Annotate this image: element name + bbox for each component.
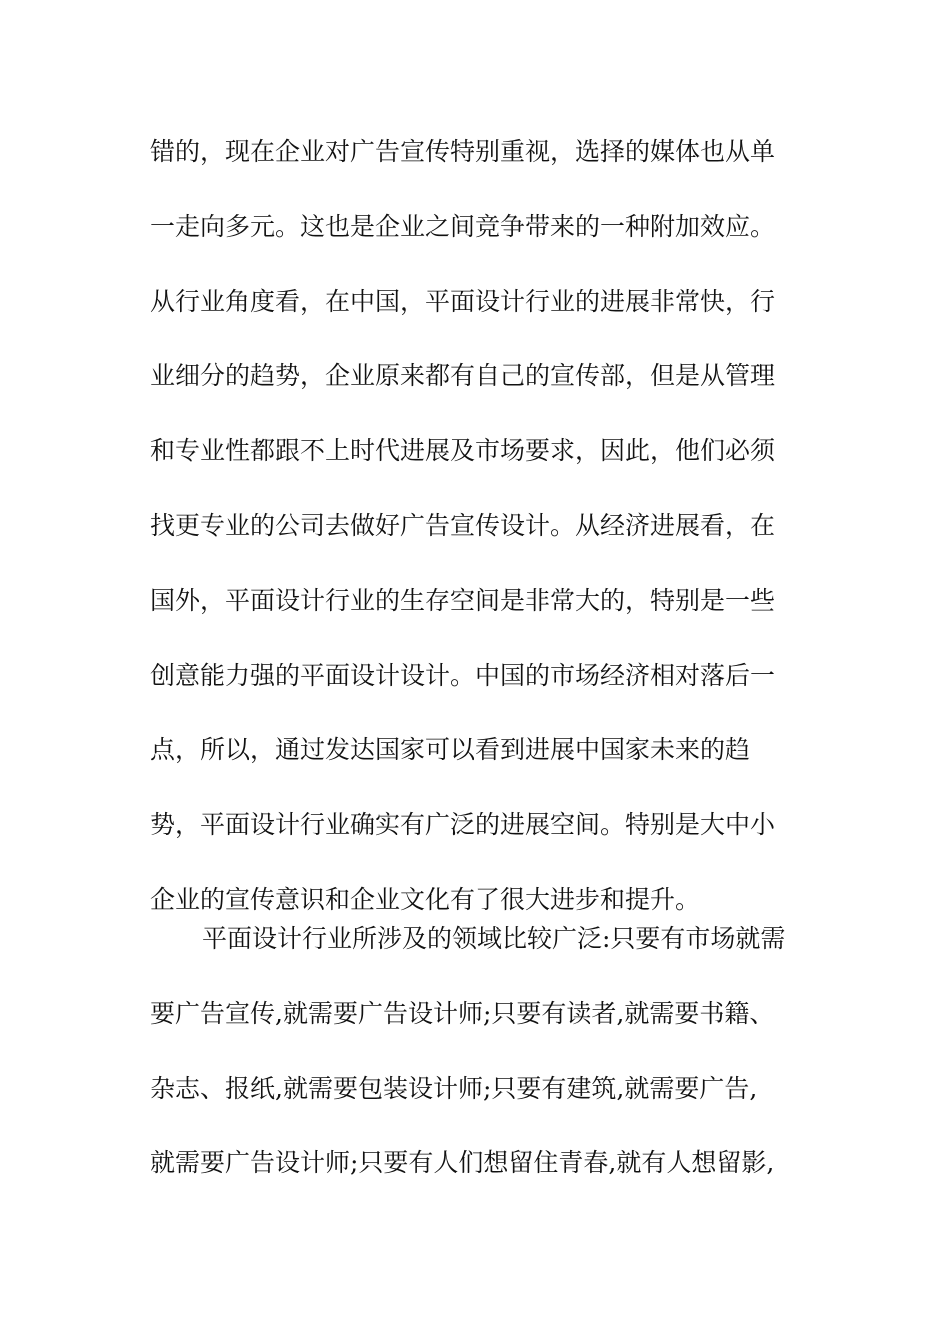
text-line: 点，所以，通过发达国家可以看到进展中国家未来的趋 (150, 735, 751, 765)
text-line: 错的，现在企业对广告宣传特别重视，选择的媒体也从单 (150, 137, 776, 166)
text-line: 国外，平面设计行业的生存空间是非常大的，特别是一些 (150, 585, 776, 615)
text-line: 业细分的趋势，企业原来都有自己的宣传部，但是从管理 (150, 361, 776, 391)
text-line: 和专业性都跟不上时代进展及市场要求，因此，他们必须 (150, 436, 776, 466)
text-line: 找更专业的公司去做好广告宣传设计。从经济进展看，在 (150, 510, 776, 540)
text-line: 从行业角度看，在中国，平面设计行业的进展非常快，行 (150, 286, 776, 316)
text-line: 企业的宣传意识和企业文化有了很大进步和提升。 (150, 884, 701, 914)
text-line: 一走向多元。这也是企业之间竞争带来的一种附加效应。 (150, 211, 776, 241)
text-line: 势，平面设计行业确实有广泛的进展空间。特别是大中小 (150, 810, 776, 840)
paragraph-2 (150, 915, 810, 1214)
text-line: 平面设计行业所涉及的领域比较广泛:只要有市场就需 (202, 924, 786, 953)
text-line: 要广告宣传,就需要广告设计师;只要有读者,就需要书籍、 (150, 998, 775, 1028)
text-line: 杂志、报纸,就需要包装设计师;只要有建筑,就需要广告, (150, 1073, 758, 1103)
paragraph-1 (150, 128, 810, 951)
text-line: 就需要广告设计师;只要有人们想留住青春,就有人想留影, (150, 1148, 775, 1178)
text-line: 创意能力强的平面设计设计。中国的市场经济相对落后一 (150, 660, 776, 690)
